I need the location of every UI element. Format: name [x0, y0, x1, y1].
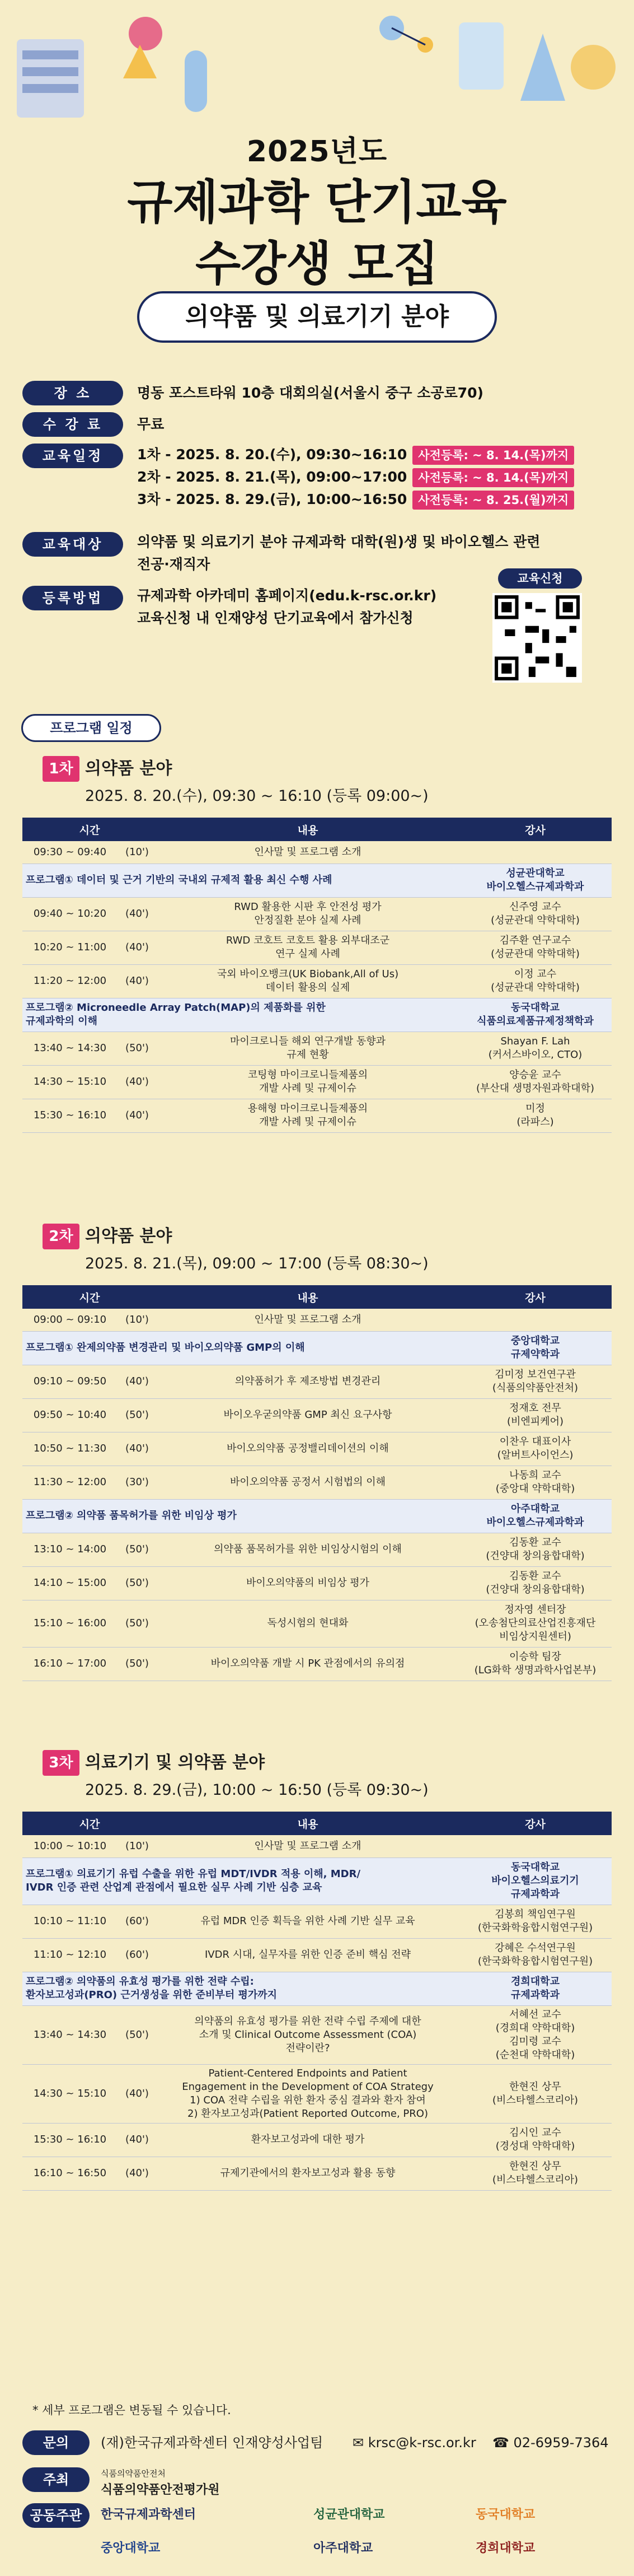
row-time: 13:40 ~ 14:30: [22, 1032, 118, 1065]
header-content: 내용: [157, 1285, 459, 1309]
row-content: 국외 바이오뱅크(UK Biobank,All of Us) 데이터 활용의 실제: [157, 964, 459, 998]
row-speaker: 김시인 교수 (경성대 약학대학): [459, 2123, 612, 2157]
program-title: 프로그램① 의료기기 유럽 수출을 위한 유럽 MDT/IVDR 적용 이해, MDR/ IVDR 인증 관련 산업계 관점에서 필요한 실무 사례 기반 심층 교육: [22, 1858, 459, 1905]
table-row: [22, 1099, 612, 1132]
row-time: 09:00 ~ 09:10: [22, 1309, 118, 1331]
host-logo: 식품의약품안전처 식품의약품안전평가원: [101, 2468, 220, 2497]
mail-icon: ✉: [353, 2435, 368, 2451]
row-time: 13:40 ~ 14:30: [22, 2005, 118, 2064]
table-row: [22, 2064, 612, 2123]
row-duration: (40'): [118, 1065, 157, 1099]
row-time: 11:20 ~ 12:00: [22, 964, 118, 998]
qr-code-block[interactable]: [492, 568, 588, 686]
logo-dongguk: 동국대학교: [476, 2508, 536, 2522]
program-host: 동국대학교 바이오헬스의료기기 규제과학과: [459, 1858, 612, 1905]
row-speaker: 신주영 교수 (성균관대 약학대학): [459, 897, 612, 931]
row-content: 의약품 품목허가를 위한 비임상시험의 이해: [157, 1533, 459, 1566]
row-duration: (40'): [118, 964, 157, 998]
logo-skku: 성균관대학교: [313, 2508, 385, 2522]
header-time: 시간: [22, 818, 157, 841]
place-value: 명동 포스트타워 10층 대회의실(서울시 중구 소공로70): [137, 385, 483, 401]
row-content: RWD 활용한 시판 후 안전성 평가 안정질환 분야 실제 사례: [157, 897, 459, 931]
row-speaker: 양승윤 교수 (부산대 생명자원과학대학): [459, 1065, 612, 1099]
row-duration: (40'): [118, 1099, 157, 1132]
row-time: 15:30 ~ 16:10: [22, 2123, 118, 2157]
schedule-label: 교육일정: [22, 444, 123, 468]
fee-value: 무료: [137, 416, 165, 432]
program-host: 성균관대학교 바이오헬스규제과학과: [459, 864, 612, 897]
row-duration: (40'): [118, 931, 157, 964]
table-row-program: [22, 1858, 612, 1905]
row-speaker: 정자영 센터장 (오송첨단의료산업진흥재단 비임상지원센터): [459, 1600, 612, 1647]
logo-krsc: 한국규제과학센터: [101, 2508, 196, 2522]
row-duration: (50'): [118, 1566, 157, 1600]
fee-label: 수 강 료: [22, 412, 123, 437]
cohost-label: 공동주관: [22, 2503, 90, 2528]
table-row-program: [22, 1331, 612, 1365]
session-date: 2025. 8. 29.(금), 10:00 ~ 16:50 (등록 09:30~): [85, 1781, 429, 1799]
inquiry-org: (재)한국규제과학센터 인재양성사업팀: [101, 2435, 323, 2451]
schedule-list: 1차 - 2025. 8. 20.(수), 09:30~16:10 사전등록: ~ 8. 14.(목)까지 2차 - 2025. 8. 21.(목), 09:00~17:00 사전등록: ~ 8. 14.(목)까지 3차 - 2025. 8. 29.(금), 10:00~16:50 사전등록: ~ 8. 25.(월)까지: [137, 444, 574, 511]
session-date: 2025. 8. 20.(수), 09:30 ~ 16:10 (등록 09:00~): [85, 787, 429, 805]
row-time: 13:10 ~ 14:00: [22, 1533, 118, 1566]
inquiry-label: 문의: [22, 2430, 90, 2455]
qr-label: 교육신청: [498, 568, 582, 589]
table-row: [22, 1466, 612, 1499]
table-row: [22, 1566, 612, 1600]
row-speaker: 서혜선 교수 (경희대 약학대학) 김미령 교수 (순천대 약학대학): [459, 2005, 612, 2064]
header-time: 시간: [22, 1812, 157, 1835]
table-row: [22, 2123, 612, 2157]
row-speaker: 이승학 팀장 (LG화학 생명과학사업본부): [459, 1647, 612, 1681]
qr-code[interactable]: [492, 593, 582, 683]
session-badge: 1차: [43, 756, 79, 782]
row-content: 유럽 MDR 인증 획득을 위한 사례 기반 실무 교육: [157, 1905, 459, 1938]
schedule-table: [22, 1812, 612, 2191]
target-value: 의약품 및 의료기기 분야 규제과학 대학(원)생 및 바이오헬스 관련 전공·재직자: [137, 534, 541, 572]
row-duration: (40'): [118, 897, 157, 931]
row-duration: (40'): [118, 2064, 157, 2123]
table-row: [22, 1835, 612, 1858]
session-title: 의약품 분야: [85, 1226, 172, 1246]
session-badge: 2차: [43, 1224, 79, 1249]
header-speaker: 강사: [459, 1285, 612, 1309]
logo-khu: 경희대학교: [476, 2541, 536, 2555]
table-row: [22, 1309, 612, 1331]
row-duration: (50'): [118, 1647, 157, 1681]
row-time: 16:10 ~ 16:50: [22, 2157, 118, 2190]
program-schedule-label: 프로그램 일정: [21, 714, 161, 742]
host-label: 주최: [22, 2467, 90, 2492]
row-content: 바이오의약품 공정서 시험법의 이해: [157, 1466, 459, 1499]
row-time: 10:50 ~ 11:30: [22, 1432, 118, 1466]
row-content: 마이크로니들 해외 연구개발 동향과 규제 현황: [157, 1032, 459, 1065]
table-row: [22, 964, 612, 998]
row-content: 인사말 및 프로그램 소개: [157, 1309, 459, 1331]
row-time: 11:30 ~ 12:00: [22, 1466, 118, 1499]
session-title: 의약품 분야: [85, 759, 172, 778]
row-content: 바이오의약품 개발 시 PK 관점에서의 유의점: [157, 1647, 459, 1681]
row-duration: (10'): [118, 841, 157, 864]
logo-ajou: 아주대학교: [313, 2541, 373, 2555]
row-duration: (40'): [118, 2123, 157, 2157]
session-badge: 3차: [43, 1750, 79, 1776]
row-speaker: 이찬우 대표이사 (알버트사이언스): [459, 1432, 612, 1466]
row-time: 09:40 ~ 10:20: [22, 897, 118, 931]
field-subtitle: 의약품 및 의료기기 분야: [137, 291, 497, 343]
table-row: [22, 2157, 612, 2190]
table-header-row: [22, 1285, 612, 1309]
preregistration-tag: 사전등록: ~ 8. 14.(목)까지: [412, 468, 574, 487]
row-duration: (60'): [118, 1905, 157, 1938]
table-row-program: [22, 1499, 612, 1533]
row-time: 10:00 ~ 10:10: [22, 1835, 118, 1858]
year-title: 2025년도: [246, 135, 388, 169]
row-speaker: 미정 (라파스): [459, 1099, 612, 1132]
row-duration: (60'): [118, 1938, 157, 1972]
header-speaker: 강사: [459, 1812, 612, 1835]
row-speaker: Shayan F. Lah (커서스바이오, CTO): [459, 1032, 612, 1065]
row-content: 인사말 및 프로그램 소개: [157, 1835, 459, 1858]
row-speaker: 나동희 교수 (중앙대 약학대학): [459, 1466, 612, 1499]
table-row: [22, 1032, 612, 1065]
program-title: 프로그램① 완제의약품 변경관리 및 바이오의약품 GMP의 이해: [22, 1331, 459, 1365]
row-speaker: 이정 교수 (성균관대 약학대학): [459, 964, 612, 998]
main-title: 규제과학 단기교육 수강생 모집: [127, 175, 507, 291]
row-duration: (50'): [118, 2005, 157, 2064]
program-host: 중앙대학교 규제약학과: [459, 1331, 612, 1365]
row-time: 14:10 ~ 15:00: [22, 1566, 118, 1600]
table-row: [22, 1600, 612, 1647]
row-duration: (50'): [118, 1032, 157, 1065]
row-duration: (50'): [118, 1600, 157, 1647]
table-row-program: [22, 864, 612, 897]
row-time: 09:30 ~ 09:40: [22, 841, 118, 864]
row-time: 15:30 ~ 16:10: [22, 1099, 118, 1132]
row-speaker: 한현진 상무 (비스타헬스코리아): [459, 2157, 612, 2190]
row-speaker: 김봉희 책임연구원 (한국화학융합시험연구원): [459, 1905, 612, 1938]
row-duration: (40'): [118, 1432, 157, 1466]
row-content: RWD 코호트 코호트 활용 외부대조군 연구 실제 사례: [157, 931, 459, 964]
target-label: 교육대상: [22, 532, 123, 557]
change-notice: * 세부 프로그램은 변동될 수 있습니다.: [32, 2404, 231, 2417]
row-content: 바이오의약품 공정밸리데이션의 이해: [157, 1432, 459, 1466]
lab-illustration: [0, 0, 634, 123]
row-content: 의약품의 유효성 평가를 위한 전략 수립 주제에 대한 소개 및 Clinical Outcome Assessment (COA) 전략이란?: [157, 2005, 459, 2064]
row-speaker: [459, 1309, 612, 1331]
row-duration: (40'): [118, 1365, 157, 1398]
preregistration-tag: 사전등록: ~ 8. 25.(월)까지: [412, 491, 574, 510]
row-speaker: 김동환 교수 (건양대 창의융합대학): [459, 1566, 612, 1600]
row-content: 인사말 및 프로그램 소개: [157, 841, 459, 864]
row-time: 14:30 ~ 15:10: [22, 1065, 118, 1099]
row-speaker: 강혜은 수석연구원 (한국화학융합시험연구원): [459, 1938, 612, 1972]
table-row: [22, 1533, 612, 1566]
table-row: [22, 1065, 612, 1099]
place-label: 장 소: [22, 381, 123, 405]
inquiry-phone[interactable]: ☎ 02-6959-7364: [492, 2435, 609, 2451]
program-title: 프로그램① 데이터 및 근거 기반의 국내외 규제적 활용 최신 수행 사례: [22, 864, 459, 897]
program-title: 프로그램② 의약품의 유효성 평가를 위한 전략 수립: 환자보고성과(PRO) 근거생성을 위한 준비부터 평가까지: [22, 1972, 459, 2005]
program-title: 프로그램② 의약품 품목허가를 위한 비임상 평가: [22, 1499, 459, 1533]
row-content: 환자보고성과에 대한 평가: [157, 2123, 459, 2157]
row-time: 10:20 ~ 11:00: [22, 931, 118, 964]
table-row: [22, 1365, 612, 1398]
phone-icon: ☎: [492, 2435, 514, 2451]
row-time: 09:10 ~ 09:50: [22, 1365, 118, 1398]
row-speaker: [459, 1835, 612, 1858]
table-row: [22, 2005, 612, 2064]
row-speaker: 한현진 상무 (비스타헬스코리아): [459, 2064, 612, 2123]
table-row: [22, 1432, 612, 1466]
table-row: [22, 841, 612, 864]
session-date: 2025. 8. 21.(목), 09:00 ~ 17:00 (등록 08:30~): [85, 1255, 429, 1272]
row-speaker: 김미정 보건연구관 (식품의약품안전처): [459, 1365, 612, 1398]
row-duration: (10'): [118, 1835, 157, 1858]
row-content: 바이오우굳의약품 GMP 최신 요구사항: [157, 1398, 459, 1432]
header-speaker: 강사: [459, 818, 612, 841]
table-row: [22, 1938, 612, 1972]
row-time: 10:10 ~ 11:10: [22, 1905, 118, 1938]
schedule-table: [22, 818, 612, 1133]
row-time: 09:50 ~ 10:40: [22, 1398, 118, 1432]
row-time: 14:30 ~ 15:10: [22, 2064, 118, 2123]
header-time: 시간: [22, 1285, 157, 1309]
row-content: 코팅형 마이크로니들제품의 개발 사례 및 규제이슈: [157, 1065, 459, 1099]
schedule-table: [22, 1285, 612, 1681]
row-duration: (50'): [118, 1398, 157, 1432]
method-value: 규제과학 아카데미 홈페이지(edu.k-rsc.or.kr) 교육신청 내 인재양성 단기교육에서 참가신청: [137, 587, 437, 626]
table-row-program: [22, 1972, 612, 2005]
row-content: 규제기관에서의 환자보고성과 활용 동향: [157, 2157, 459, 2190]
table-row: [22, 1647, 612, 1681]
row-speaker: 정재호 전무 (비엔피케어): [459, 1398, 612, 1432]
table-row-program: [22, 998, 612, 1032]
row-content: 의약품허가 후 제조방법 변경관리: [157, 1365, 459, 1398]
row-content: IVDR 시대, 실무자를 위한 인증 준비 핵심 전략: [157, 1938, 459, 1972]
row-time: 11:10 ~ 12:10: [22, 1938, 118, 1972]
row-speaker: [459, 841, 612, 864]
row-content: 바이오의약품의 비임상 평가: [157, 1566, 459, 1600]
header-content: 내용: [157, 818, 459, 841]
table-row: [22, 1905, 612, 1938]
inquiry-email[interactable]: ✉ krsc@k-rsc.or.kr: [353, 2435, 476, 2451]
program-title: 프로그램② Microneedle Array Patch(MAP)의 제품화를 위한 규제과학의 이해: [22, 998, 459, 1032]
preregistration-tag: 사전등록: ~ 8. 14.(목)까지: [412, 446, 574, 465]
row-time: 16:10 ~ 17:00: [22, 1647, 118, 1681]
program-host: 아주대학교 바이오헬스규제과학과: [459, 1499, 612, 1533]
table-header-row: [22, 818, 612, 841]
row-content: Patient-Centered Endpoints and Patient Engagement in the Development of COA Strategy 1) COA 전략 수립을 위한 환자 중심 결과와 환자 참여 2) 환자보고성과(Patient Reported Outcome, PRO): [157, 2064, 459, 2123]
footer: [22, 2430, 612, 2570]
row-duration: (40'): [118, 2157, 157, 2190]
table-row: [22, 897, 612, 931]
row-duration: (10'): [118, 1309, 157, 1331]
row-content: 독성시험의 현대화: [157, 1600, 459, 1647]
logo-cau: 중앙대학교: [101, 2541, 161, 2555]
row-speaker: 김주환 연구교수 (성균관대 약학대학): [459, 931, 612, 964]
row-duration: (30'): [118, 1466, 157, 1499]
program-host: 동국대학교 식품의료제품규제정책학과: [459, 998, 612, 1032]
session-title: 의료기기 및 의약품 분야: [85, 1753, 265, 1772]
table-row: [22, 931, 612, 964]
row-time: 15:10 ~ 16:00: [22, 1600, 118, 1647]
table-header-row: [22, 1812, 612, 1835]
header-content: 내용: [157, 1812, 459, 1835]
method-label: 등록방법: [22, 586, 123, 610]
row-speaker: 김동환 교수 (건양대 창의융합대학): [459, 1533, 612, 1566]
program-host: 경희대학교 규제과학과: [459, 1972, 612, 2005]
row-content: 용해형 마이크로니들제품의 개발 사례 및 규제이슈: [157, 1099, 459, 1132]
table-row: [22, 1398, 612, 1432]
row-duration: (50'): [118, 1533, 157, 1566]
